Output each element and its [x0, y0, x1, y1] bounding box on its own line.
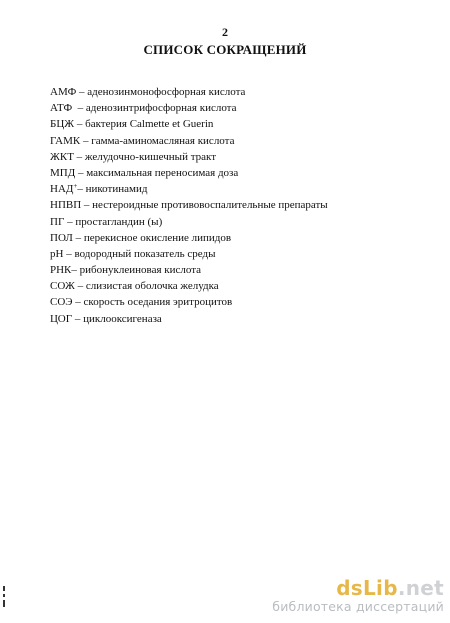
abbreviation-term: ЖКТ — [50, 150, 74, 163]
abbreviation-term: НПВП — [50, 199, 82, 212]
abbreviation-definition: – гамма-аминомасляная кислота — [80, 134, 235, 147]
abbreviation-term: ГАМК — [50, 134, 81, 147]
abbreviation-definition: – скорость оседания эритроцитов — [72, 296, 233, 309]
abbreviation-definition: – бактерия Calmette et Guerin — [74, 118, 214, 131]
abbreviation-item — [50, 230, 410, 246]
abbreviation-term: СОЭ — [50, 296, 73, 309]
scan-edge-marks — [3, 586, 5, 612]
abbreviation-definition: – циклооксигеназа — [72, 312, 162, 325]
abbreviation-term: МПД — [50, 166, 76, 179]
watermark-logo-suffix: .net — [397, 576, 444, 600]
watermark-subtitle: библиотека диссертаций — [272, 599, 444, 614]
abbreviation-definition: – максимальная переносимая доза — [75, 166, 239, 179]
abbreviation-item — [50, 246, 410, 262]
abbreviation-term: РНК — [50, 264, 72, 277]
abbreviation-item — [50, 262, 410, 278]
abbreviation-definition: – аденозинтрифосфорная кислота — [72, 102, 237, 115]
abbreviation-item — [50, 197, 410, 213]
watermark — [272, 577, 444, 615]
abbreviation-definition: – слизистая оболочка желудка — [74, 280, 219, 293]
abbreviation-definition: – нестероидные противовоспалительные препараты — [81, 199, 328, 212]
watermark-logo-main: dsLib — [336, 576, 398, 600]
abbreviation-item — [50, 165, 410, 181]
abbreviation-definition: – простагландин (ы) — [64, 215, 163, 228]
abbreviation-item — [50, 311, 410, 327]
watermark-logo — [272, 577, 444, 599]
abbreviation-term: ПОЛ — [50, 231, 73, 244]
abbreviation-definition: – водородный показатель среды — [63, 247, 216, 260]
page-title: СПИСОК СОКРАЩЕНИЙ — [143, 42, 307, 57]
abbreviation-term: ПГ — [50, 215, 65, 228]
abbreviation-definition: – аденозинмонофосфорная кислота — [76, 86, 246, 98]
abbreviation-term: НАД — [50, 183, 74, 196]
abbreviation-item — [50, 84, 410, 100]
abbreviation-definition: – никотинамид — [77, 183, 148, 196]
abbreviation-item — [50, 181, 410, 197]
abbreviation-item — [50, 278, 410, 294]
abbreviation-item — [50, 294, 410, 310]
abbreviation-definition: – желудочно-кишечный тракт — [73, 150, 217, 163]
abbreviation-item — [50, 100, 410, 116]
abbreviation-item — [50, 116, 410, 132]
abbreviation-list — [50, 84, 410, 327]
abbreviation-item — [50, 214, 410, 230]
abbreviation-term: АТФ — [50, 102, 73, 115]
abbreviation-term: БЦЖ — [50, 118, 75, 131]
abbreviation-term: ЦОГ — [50, 312, 73, 325]
abbreviation-term: СОЖ — [50, 280, 75, 293]
abbreviation-term: АМФ — [50, 86, 77, 98]
abbreviation-definition: – рибонуклеиновая кислота — [71, 264, 202, 277]
abbreviation-definition: – перекисное окисление липидов — [72, 231, 232, 244]
page-number: 2 — [222, 25, 228, 39]
abbreviation-term: рН — [50, 247, 64, 260]
abbreviation-item — [50, 149, 410, 165]
abbreviation-superscript: + — [73, 182, 78, 191]
abbreviation-item — [50, 133, 410, 149]
